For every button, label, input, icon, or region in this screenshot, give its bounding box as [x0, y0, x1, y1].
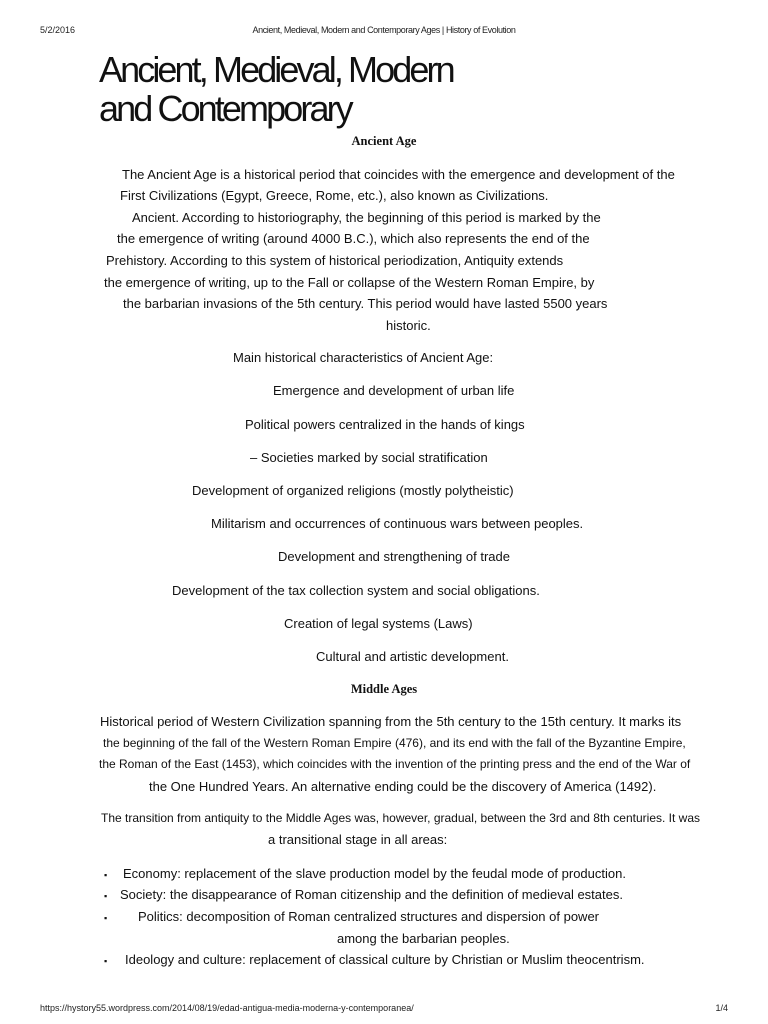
list-item-continuation: among the barbarian peoples.	[337, 931, 510, 946]
bullet-square-icon: ▪	[104, 891, 108, 901]
document-title-line: and Contemporary	[99, 88, 351, 129]
ancient-paragraph-line: Prehistory. According to this system of historical periodization, Antiquity extends	[106, 253, 564, 268]
characteristic-item: Creation of legal systems (Laws)	[284, 616, 473, 631]
list-item: Society: the disappearance of Roman citizenship and the definition of medieval estates.	[120, 887, 623, 902]
characteristic-item: – Societies marked by social stratification	[250, 450, 488, 465]
document-title-line: Ancient, Medieval, Modern	[99, 49, 453, 90]
characteristic-item: Political powers centralized in the hands of kings	[245, 417, 525, 432]
document-title	[99, 50, 659, 128]
ancient-paragraph-line: the emergence of writing, up to the Fall or collapse of the Western Roman Empire, by	[104, 275, 595, 290]
ancient-paragraph-line: The Ancient Age is a historical period that coincides with the emergence and development of the	[122, 167, 675, 182]
transition-paragraph-line: a transitional stage in all areas:	[268, 832, 448, 847]
ancient-age-heading: Ancient Age	[351, 134, 417, 148]
list-item: Economy: replacement of the slave production model by the feudal mode of production.	[123, 866, 626, 881]
source-url: https://hystory55.wordpress.com/2014/08/19/edad-antigua-media-moderna-y-contemporanea/	[40, 1003, 414, 1013]
ancient-paragraph-line: the emergence of writing (around 4000 B.C.), which also represents the end of the	[117, 231, 590, 246]
characteristic-item: Development of the tax collection system and social obligations.	[172, 583, 540, 598]
ancient-paragraph-line: Ancient. According to historiography, the beginning of this period is marked by the	[132, 210, 601, 225]
bullet-square-icon: ▪	[104, 870, 108, 880]
middle-paragraph-line: Historical period of Western Civilization spanning from the 5th century to the 15th century. It marks its	[100, 714, 682, 729]
bullet-square-icon: ▪	[104, 956, 108, 966]
bullet-square-icon: ▪	[104, 913, 108, 923]
ancient-paragraph-line: historic.	[386, 318, 431, 333]
print-page-title: Ancient, Medieval, Modern and Contemporary Ages | History of Evolution	[252, 25, 516, 35]
middle-paragraph-line: the One Hundred Years. An alternative ending could be the discovery of America (1492).	[149, 779, 657, 794]
list-item: Politics: decomposition of Roman centralized structures and dispersion of power	[138, 909, 600, 924]
middle-ages-heading: Middle Ages	[350, 682, 418, 696]
characteristic-item: Development of organized religions (mostly polytheistic)	[192, 483, 514, 498]
middle-paragraph-line: the Roman of the East (1453), which coincides with the invention of the printing press and the end of the War of	[99, 757, 691, 771]
ancient-paragraph-line: First Civilizations (Egypt, Greece, Rome, etc.), also known as Civilizations.	[120, 188, 549, 203]
characteristic-item: Emergence and development of urban life	[273, 383, 515, 398]
page-number: 1/4	[715, 1003, 728, 1013]
ancient-paragraph-line: the barbarian invasions of the 5th century. This period would have lasted 5500 years	[123, 296, 608, 311]
list-item: Ideology and culture: replacement of classical culture by Christian or Muslim theocentrism.	[125, 952, 645, 967]
characteristic-item: Militarism and occurrences of continuous wars between peoples.	[211, 516, 584, 531]
print-date: 5/2/2016	[40, 25, 76, 35]
characteristic-item: Cultural and artistic development.	[316, 649, 509, 664]
characteristic-item: Development and strengthening of trade	[278, 549, 510, 564]
transition-paragraph-line: The transition from antiquity to the Middle Ages was, however, gradual, between the 3rd and 8th centuries. It was	[101, 811, 701, 825]
middle-paragraph-line: the beginning of the fall of the Western Roman Empire (476), and its end with the fall of the Byzantine Empire,	[103, 736, 686, 750]
characteristics-intro: Main historical characteristics of Ancient Age:	[233, 350, 494, 365]
